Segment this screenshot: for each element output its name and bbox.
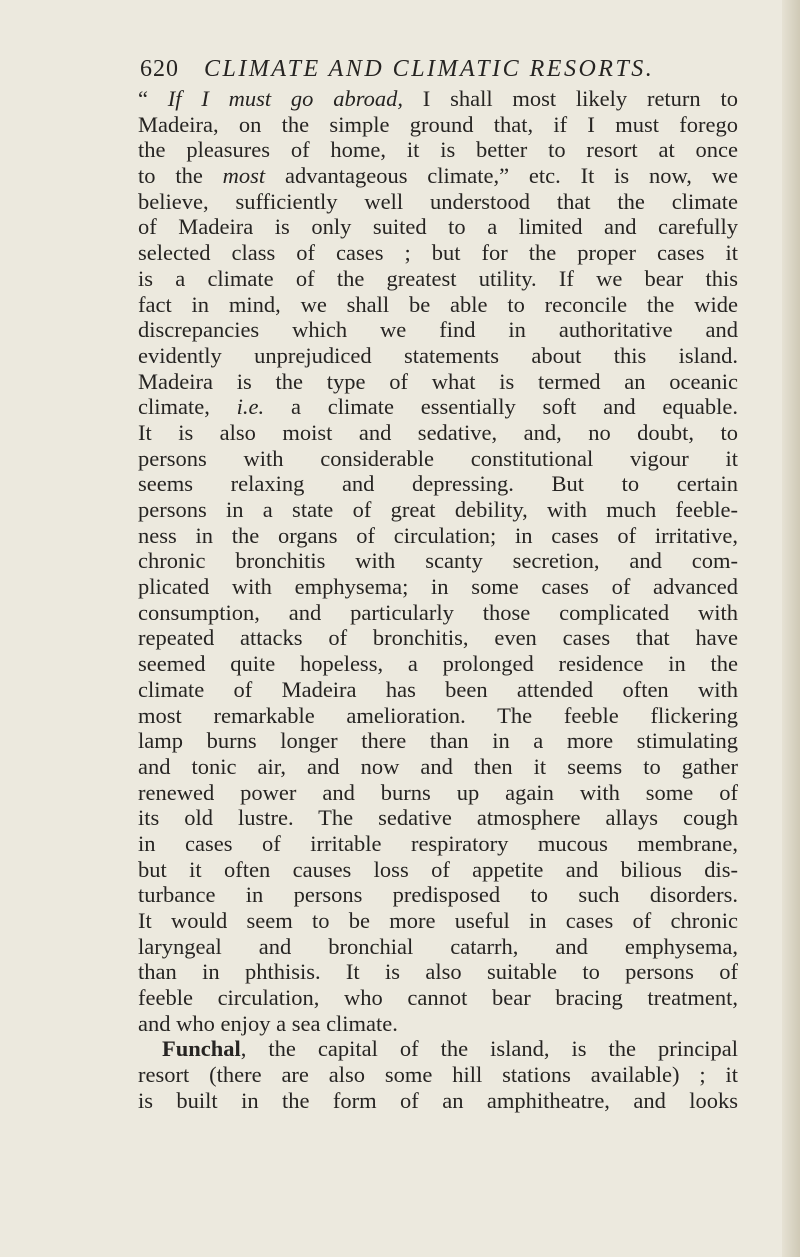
bold-place-name: Funchal xyxy=(162,1036,241,1062)
text-line: believe, sufficiently well understood that the climate xyxy=(138,188,738,214)
text-line: climate, i.e. a climate essentially soft and equable. xyxy=(138,394,738,420)
text-line: Funchal, the capital of the island, is the principal xyxy=(162,1036,738,1062)
text-line: renewed power and burns up again with some of xyxy=(138,779,738,805)
text-line: “ If I must go abroad, I shall most likely return to xyxy=(138,86,738,111)
text-line: persons with considerable constitutional vigour it xyxy=(138,445,738,471)
text-line: discrepancies which we find in authoritative and xyxy=(138,317,738,343)
text-line: climate of Madeira has been attended often with xyxy=(138,676,738,702)
text-line: consumption, and particularly those complicated with xyxy=(138,599,738,625)
text-line: in cases of irritable respiratory mucous membrane, xyxy=(138,830,738,856)
text-line: most remarkable amelioration. The feeble flickering xyxy=(138,702,738,728)
text-line: selected class of cases ; but for the proper cases it xyxy=(138,240,738,266)
text-line: turbance in persons predisposed to such disorders. xyxy=(138,882,738,908)
text-line: ness in the organs of circulation; in cases of irritative, xyxy=(138,522,738,548)
text-line: seems relaxing and depressing. But to certain xyxy=(138,471,738,497)
italic-quote: If I must go abroad, xyxy=(167,86,403,111)
text-line: fact in mind, we shall be able to reconcile the wide xyxy=(138,291,738,317)
text-line: feeble circulation, who cannot bear bracing treatment, xyxy=(138,985,738,1011)
text-line: is a climate of the greatest utility. If we bear this xyxy=(138,265,738,291)
italic-word: most xyxy=(222,163,266,189)
text-line: chronic bronchitis with scanty secretion, and com- xyxy=(138,548,738,574)
text-line: seemed quite hopeless, a prolonged residence in the xyxy=(138,651,738,677)
text-line: plicated with emphysema; in some cases of advanced xyxy=(138,574,738,600)
text-line: Madeira is the type of what is termed an oceanic xyxy=(138,368,738,394)
text-line: and tonic air, and now and then it seems to gather xyxy=(138,753,738,779)
paragraph-end-line: and who enjoy a sea climate. xyxy=(138,1010,398,1036)
page-edge-shadow xyxy=(782,0,800,1257)
body-text xyxy=(138,86,738,1114)
text-line: It would seem to be more useful in cases of chronic xyxy=(138,908,738,933)
text-line: It is also moist and sedative, and, no doubt, to xyxy=(138,419,738,445)
text-line: laryngeal and bronchial catarrh, and emphysema, xyxy=(138,933,738,959)
italic-abbrev: i.e. xyxy=(236,394,265,420)
text-line: than in phthisis. It is also suitable to persons of xyxy=(138,959,738,985)
text-line: to the most advantageous climate,” etc. It is now, we xyxy=(138,163,738,189)
text-line: its old lustre. The sedative atmosphere allays cough xyxy=(138,805,738,831)
text-line: the pleasures of home, it is better to resort at once xyxy=(138,137,738,163)
page-number: 620 xyxy=(140,56,179,82)
running-title: CLIMATE AND CLIMATIC RESORTS. xyxy=(204,56,655,82)
text-line: evidently unprejudiced statements about this island. xyxy=(138,342,738,368)
text-line: of Madeira is only suited to a limited and carefully xyxy=(138,214,738,240)
text-line: is built in the form of an amphitheatre, and looks xyxy=(138,1087,738,1113)
text-line: resort (there are also some hill stations available) ; it xyxy=(138,1062,738,1088)
text-line: repeated attacks of bronchitis, even cases that have xyxy=(138,625,738,651)
text-line: Madeira, on the simple ground that, if I must forego xyxy=(138,111,738,137)
running-header xyxy=(140,56,700,83)
text-line: persons in a state of great debility, with much feeble- xyxy=(138,497,738,522)
text-line: lamp burns longer there than in a more stimulating xyxy=(138,728,738,754)
text-line: but it often causes loss of appetite and bilious dis- xyxy=(138,856,738,882)
